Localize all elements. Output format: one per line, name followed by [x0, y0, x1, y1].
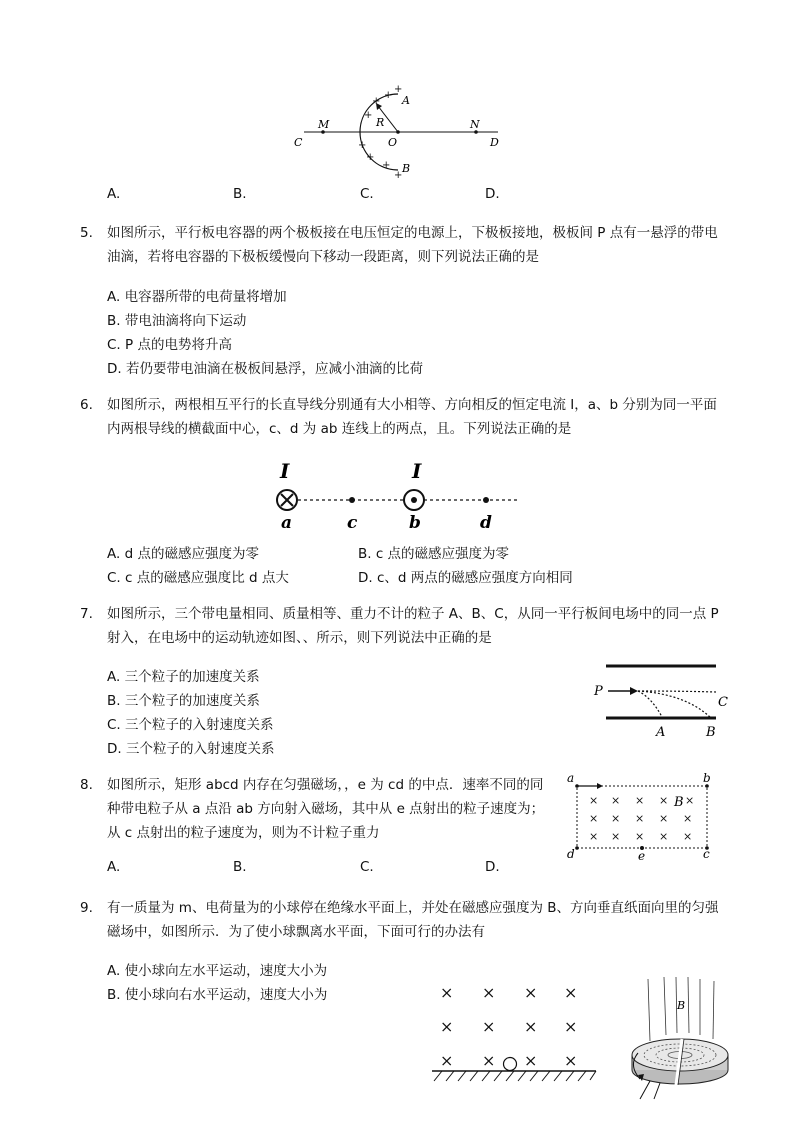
q4-choice-c: C.: [360, 186, 374, 202]
svg-text:×: ×: [564, 1051, 578, 1070]
svg-text:×: ×: [564, 983, 578, 1002]
q4-figure: [290, 84, 510, 180]
svg-text:×: ×: [659, 794, 669, 807]
q6-option-a: A. d 点的磁感应强度为零: [107, 546, 259, 562]
svg-text:×: ×: [589, 830, 599, 843]
question-number: 6.: [80, 397, 93, 413]
svg-text:+: +: [382, 160, 391, 171]
q9-label-field: B: [677, 999, 686, 1012]
svg-text:×: ×: [659, 830, 669, 843]
q7-label-a: A: [656, 725, 666, 740]
svg-text:×: ×: [611, 830, 621, 843]
svg-text:+: +: [366, 152, 375, 163]
q4-label-o: O: [388, 136, 398, 149]
q6-label-d: d: [480, 513, 492, 533]
question-text-line-2: 种带电粒子从 a 点沿 ab 方向射入磁场，其中从 e 点射出的粒子速度为；: [107, 801, 545, 817]
svg-text:×: ×: [482, 1017, 496, 1036]
q6-label-i1: I: [280, 459, 290, 483]
q8-label-b: b: [703, 771, 711, 785]
q8-label-c: c: [703, 847, 710, 861]
q4-label-m: M: [318, 118, 330, 131]
svg-text:×: ×: [635, 794, 645, 807]
q9-option-a: A. 使小球向左水平运动，速度大小为: [107, 963, 328, 979]
svg-text:×: ×: [683, 812, 693, 825]
svg-text:+: +: [394, 84, 403, 95]
svg-text:×: ×: [440, 1017, 454, 1036]
q6-option-b: B. c 点的磁感应强度为零: [358, 546, 510, 562]
q6-option-c: C. c 点的磁感应强度比 d 点大: [107, 570, 289, 586]
svg-text:×: ×: [589, 812, 599, 825]
svg-text:×: ×: [482, 1051, 496, 1070]
svg-text:+: +: [372, 96, 381, 107]
q8-choice-a: A.: [107, 859, 121, 875]
q9-option-b: B. 使小球向右水平运动，速度大小为: [107, 987, 328, 1003]
svg-text:+: +: [364, 110, 373, 121]
q8-label-field: B: [674, 795, 684, 810]
svg-text:+: +: [358, 140, 367, 151]
q7-label-c: C: [718, 695, 728, 710]
svg-text:×: ×: [659, 812, 669, 825]
svg-text:×: ×: [564, 1017, 578, 1036]
q4-choice-d: D.: [485, 186, 500, 202]
svg-text:×: ×: [683, 830, 693, 843]
svg-text:×: ×: [524, 1017, 538, 1036]
question-number: 9.: [80, 900, 93, 916]
q8-choice-b: B.: [233, 859, 247, 875]
q6-label-c: c: [347, 513, 358, 533]
q4-label-r: R: [376, 116, 385, 129]
question-number: 7.: [80, 606, 93, 622]
svg-text:×: ×: [589, 794, 599, 807]
question-text: 有一质量为 m、电荷量为的小球停在绝缘水平面上，并处在磁感应强度为 B、方向垂直纸面向里的匀强磁场中，如图所示．为了使小球飘离水平面，下面可行的办法有: [107, 900, 719, 940]
question-number: 8.: [80, 777, 93, 793]
q8-choice-d: D.: [485, 859, 500, 875]
q6-label-i2: I: [412, 459, 422, 483]
q6-label-b: b: [409, 513, 421, 533]
svg-text:×: ×: [440, 1051, 454, 1070]
q5-option-d: D. 若仍要带电油滴在极板间悬浮，应减小油滴的比荷: [107, 361, 423, 377]
question-number: 5.: [80, 225, 93, 241]
q8-label-e: e: [638, 849, 646, 862]
svg-text:×: ×: [482, 983, 496, 1002]
q8-label-a: a: [567, 771, 575, 785]
question-text: 如图所示，平行板电容器的两个极板接在电压恒定的电源上，下极板接地，极板间 P 点有一悬浮的带电油滴，若将电容器的下极板缓慢向下移动一段距离，则下列说法正确的是: [107, 225, 718, 265]
q9-figure-ball: [428, 980, 600, 1090]
svg-text:×: ×: [524, 983, 538, 1002]
q4-choice-a: A.: [107, 186, 121, 202]
q6-figure: [268, 456, 524, 536]
q7-option-b: B. 三个粒子的加速度关系: [107, 693, 260, 709]
question-text: 如图所示，三个带电量相同、质量相等、重力不计的粒子 A、B、C，从同一平行板间电场中的同一点 P 射入，在电场中的运动轨迹如图、、所示，则下列说法中正确的是: [107, 606, 719, 646]
q9-figure-disk: [620, 975, 740, 1105]
q4-label-b: B: [402, 162, 411, 175]
question-9: [80, 896, 720, 944]
question-text-line-3: 从 c 点射出的粒子速度为，则为不计粒子重力: [107, 825, 380, 841]
q7-figure: [590, 658, 736, 742]
q8-figure: [563, 770, 723, 862]
svg-text:×: ×: [524, 1051, 538, 1070]
q7-option-c: C. 三个粒子的入射速度关系: [107, 717, 274, 733]
question-8: [80, 773, 560, 845]
svg-text:+: +: [394, 170, 403, 180]
question-text: 如图所示，两根相互平行的长直导线分别通有大小相等、方向相反的恒定电流 I，a、b 分别为同一平面内两根导线的横截面中心，c、d 为 ab 连线上的两点，且。下列说法正确的是: [107, 397, 717, 437]
question-text-line-1: 如图所示，矩形 abcd 内存在匀强磁场，，e 为 cd 的中点．速率不同的同: [107, 777, 544, 793]
q7-label-b: B: [706, 725, 716, 740]
svg-text:×: ×: [635, 830, 645, 843]
svg-text:×: ×: [611, 794, 621, 807]
question-7: [80, 602, 720, 650]
q4-label-d: D: [490, 136, 499, 149]
q6-option-d: D. c、d 两点的磁感应强度方向相同: [358, 570, 573, 586]
svg-text:×: ×: [685, 794, 695, 807]
q6-label-a: a: [281, 513, 293, 533]
svg-text:×: ×: [440, 983, 454, 1002]
q7-option-a: A. 三个粒子的加速度关系: [107, 669, 260, 685]
q5-option-a: A. 电容器所带的电荷量将增加: [107, 289, 287, 305]
question-5: [80, 221, 720, 269]
q8-label-d: d: [567, 847, 575, 861]
q4-label-c: C: [294, 136, 303, 149]
q4-label-a: A: [402, 94, 410, 107]
q5-option-c: C. P 点的电势将升高: [107, 337, 232, 353]
svg-text:×: ×: [611, 812, 621, 825]
svg-text:×: ×: [635, 812, 645, 825]
q4-choice-b: B.: [233, 186, 247, 202]
q8-choice-c: C.: [360, 859, 374, 875]
svg-text:+: +: [384, 90, 393, 101]
question-6: [80, 393, 720, 441]
q5-option-b: B. 带电油滴将向下运动: [107, 313, 247, 329]
q7-label-p: P: [594, 684, 603, 699]
q4-label-n: N: [470, 118, 480, 131]
q7-option-d: D. 三个粒子的入射速度关系: [107, 741, 275, 757]
